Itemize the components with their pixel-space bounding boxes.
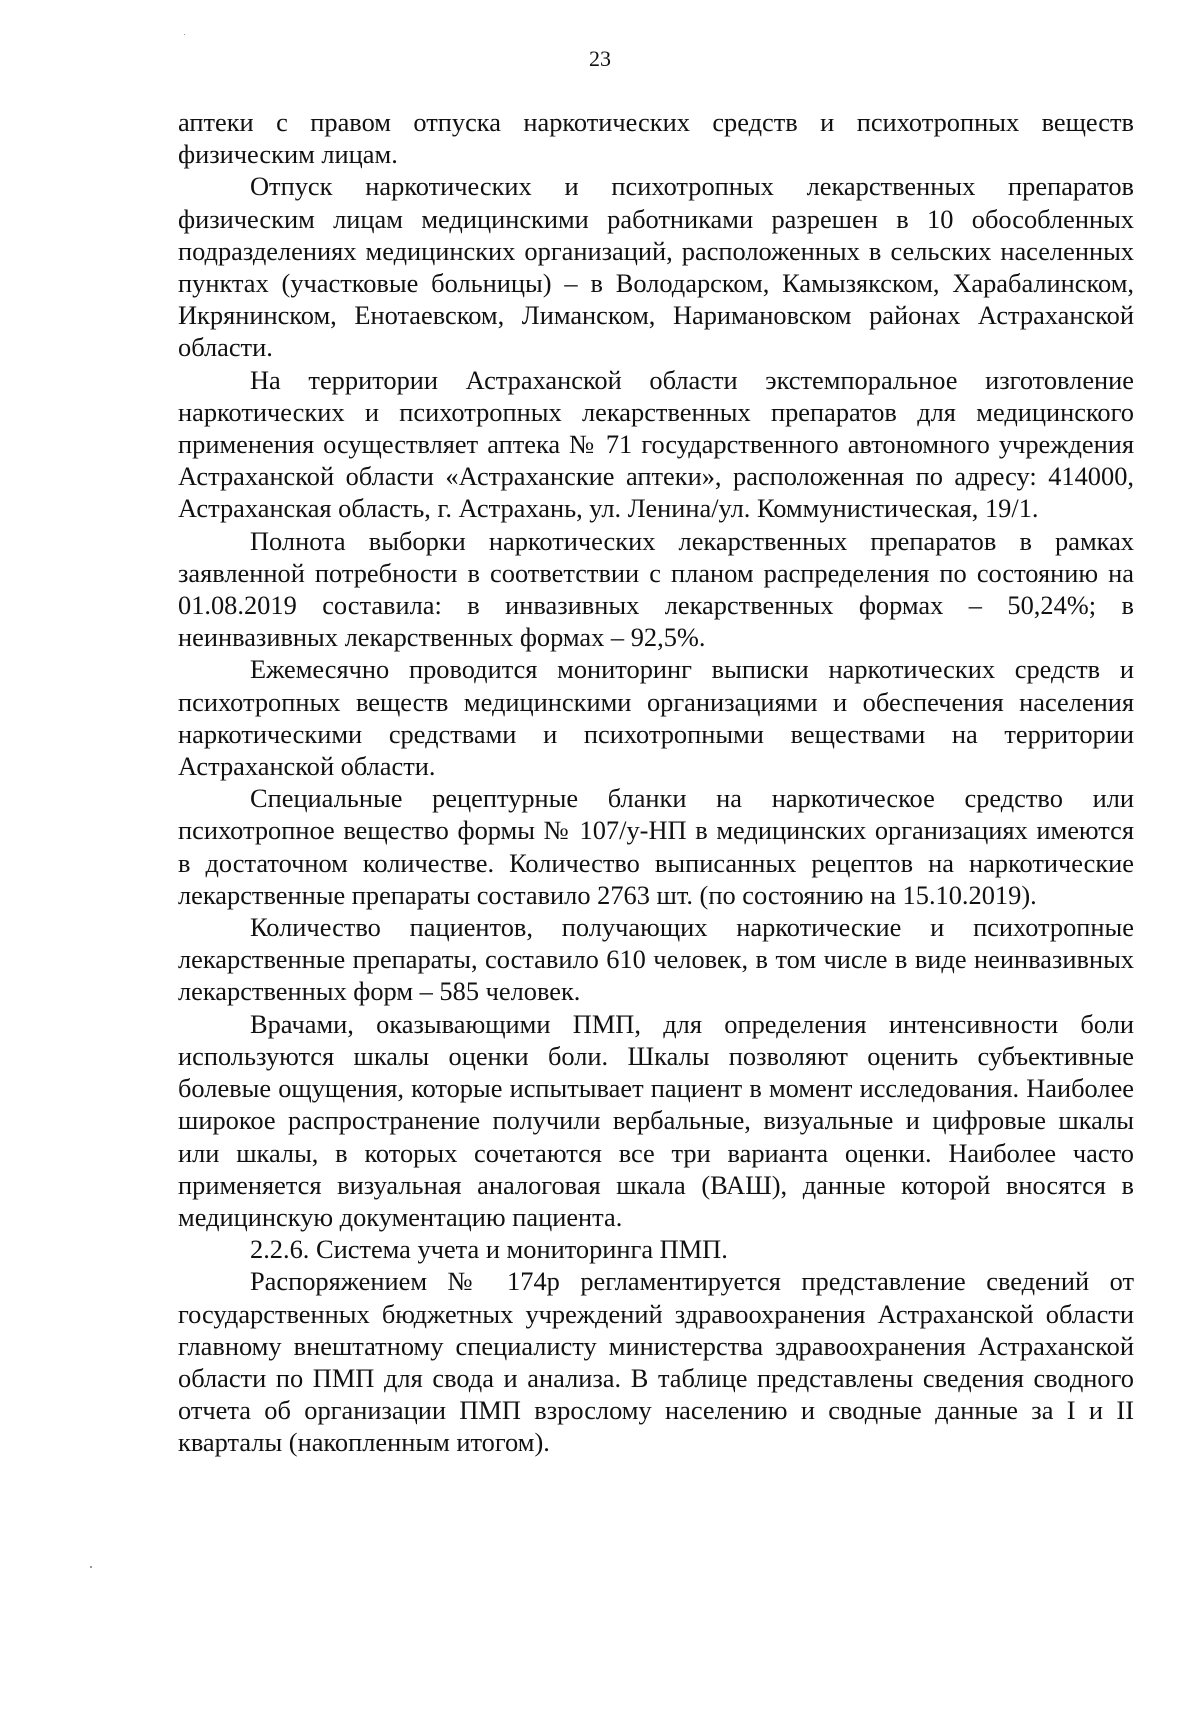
paragraph-rural-dispensing: Отпуск наркотических и психотропных лекарственных препаратов физическим лицам медицинскими работниками разрешен в 10 обособленных подразделениях медицинских организаций, расположенных в сельских населенных пунктах (участковые больницы) – в Володарском, Камызякском, Харабалинском, Икрянинском, Енотаевском, Лиманском, Наримановском районах Астраханской области. [178,171,1134,363]
paragraph-patient-count: Количество пациентов, получающих наркотические и психотропные лекарственные препараты, составило 610 человек, в том числе в виде неинвазивных лекарственных форм – 585 человек. [178,912,1134,1007]
paragraph-reporting-order: Распоряжением № 174р регламентируется представление сведений от государственных бюджетных учреждений здравоохранения Астраханской области главному внештатному специалисту министерства здравоохранения Астраханской области по ПМП для свода и анализа. В таблице представлены сведения сводного отчета об организации ПМП взрослому населению и сводные данные за I и II кварталы (накопленным итогом). [178,1266,1134,1458]
paragraph-continuation: аптеки с правом отпуска наркотических средств и психотропных веществ физическим лицам. [178,107,1134,170]
paragraph-pain-scales: Врачами, оказывающими ПМП, для определения интенсивности боли используются шкалы оценки боли. Шкалы позволяют оценить субъективные болевые ощущения, которые испытывает пациент в момент исследования. Наиболее широкое распространение получили вербальные, визуальные и цифровые шкалы или шкалы, в которых сочетаются все три варианта оценки. Наиболее часто применяется визуальная аналоговая шкала (ВАШ), данные которой вносятся в медицинскую документацию пациента. [178,1008,1134,1232]
document-body [178,106,1134,1459]
paragraph-extemporaneous-manufacturing: На территории Астраханской области экстемпоральное изготовление наркотических и психотропных лекарственных препаратов для медицинского применения осуществляет аптека № 71 государственного автономного учреждения Астраханской области «Астраханские аптеки», расположенная по адресу: 414000, Астраханская область, г. Астрахань, ул. Ленина/ул. Коммунистическая, 19/1. [178,364,1134,524]
paragraph-selection-completeness: Полнота выборки наркотических лекарственных препаратов в рамках заявленной потребности в соответствии с планом распределения по состоянию на 01.08.2019 составила: в инвазивных лекарственных формах – 50,24%; в неинвазивных лекарственных формах – 92,5%. [178,525,1134,653]
paragraph-monthly-monitoring: Ежемесячно проводится мониторинг выписки наркотических средств и психотропных веществ медицинскими организациями и обеспечения населения наркотическими средствами и психотропными веществами на территории Астраханской области. [178,654,1134,782]
page-number: 23 [589,46,611,71]
section-heading-2-2-6: 2.2.6. Система учета и мониторинга ПМП. [250,1234,728,1265]
paragraph-prescription-forms: Специальные рецептурные бланки на наркотическое средство или психотропное вещество формы № 107/у-НП в медицинских организациях имеются в достаточном количестве. Количество выписанных рецептов на наркотические лекарственные препараты составило 2763 шт. (по состоянию на 15.10.2019). [178,783,1134,910]
scan-speck [184,34,185,35]
scan-speck [90,1566,92,1568]
